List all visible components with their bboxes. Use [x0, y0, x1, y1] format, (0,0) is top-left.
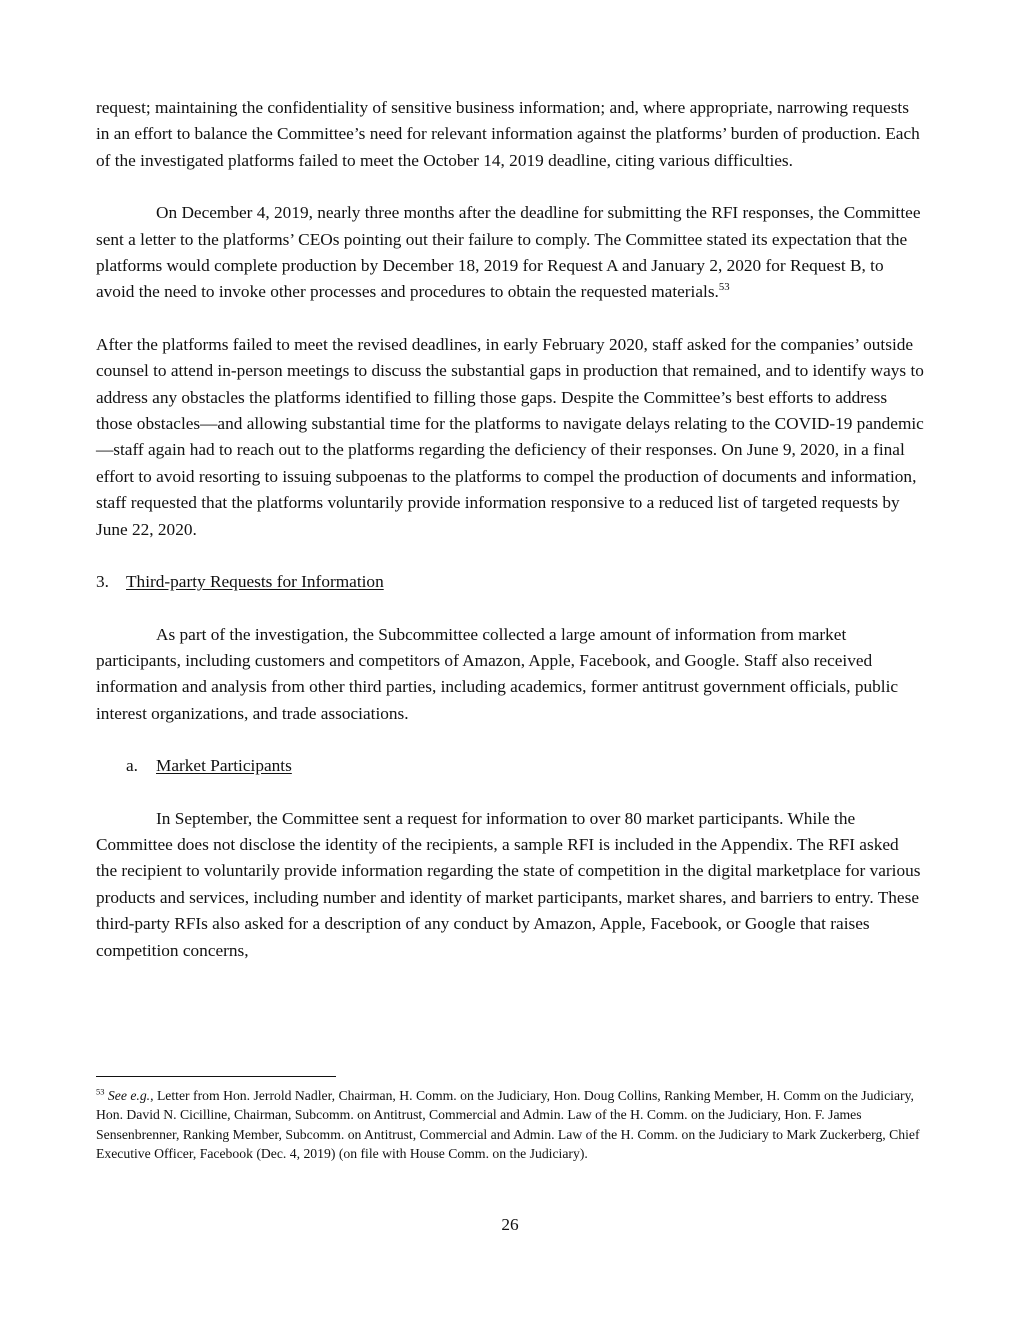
section-heading-3: [96, 569, 924, 595]
footnote-text: , Letter from Hon. Jerrold Nadler, Chairman, H. Comm. on the Judiciary, Hon. Doug Collins, Ranking Member, H. Comm on the Judiciary, Hon. David N. Cicilline, Chairman, Subcomm. on Antitrust, Commercial and Admin. Law of the H. Comm. on the Judiciary, Hon. F. James Sensenbrenner, Ranking Member, Subcomm. on Antitrust, Commercial and Admin. Law of the H. Comm. on the Judiciary to Mark Zuckerberg, Chief Executive Officer, Facebook (Dec. 4, 2019) (on file with House Comm. on the Judiciary).: [96, 1088, 920, 1162]
paragraph-text: request; maintaining the confidentiality of sensitive business information; and, where appropriate, narrowing requests in an effort to balance the Committee’s need for relevant information against the platforms’ burden of production. Each of the investigated platforms failed to meet the October 14, 2019 deadline, citing various difficulties.: [96, 98, 920, 170]
subsection-number: a.: [126, 756, 138, 776]
section-title: Third-party Requests for Information: [126, 572, 384, 592]
paragraph-market-participants: [96, 806, 924, 964]
section-number: 3.: [96, 572, 109, 592]
paragraph-revised-deadlines: [96, 332, 924, 543]
paragraph-investigation: [96, 622, 924, 728]
footnote-number: 53: [96, 1086, 105, 1097]
paragraph-december-letter: [96, 200, 924, 306]
page-number: 26: [501, 1215, 519, 1234]
paragraph-text: On December 4, 2019, nearly three months after the deadline for submitting the RFI responses, the Committee sent a letter to the platforms’ CEOs pointing out their failure to comply. The Committee stated its expectation that the platforms would complete production by December 18, 2019 for Request A and January 2, 2020 for Request B, to avoid the need to invoke other processes and procedures to obtain the requested materials.: [96, 203, 921, 302]
paragraph-text: After the platforms failed to meet the revised deadlines, in early February 2020, staff asked for the companies’ outside counsel to attend in-person meetings to discuss the substantial gaps in production that remained, and to identify ways to address any obstacles the platforms identified to filling those gaps. Despite the Committee’s best efforts to address those obstacles—and allowing substantial time for the platforms to navigate delays relating to the COVID-19 pandemic—staff again had to reach out to the platforms regarding the deficiency of their responses. On June 9, 2020, in a final effort to avoid resorting to issuing subpoenas to the platforms to compel the production of documents and information, staff requested that the platforms voluntarily provide information responsive to a reduced list of targeted requests by June 22, 2020.: [96, 334, 924, 539]
paragraph-confidentiality: [96, 95, 924, 174]
paragraph-text: In September, the Committee sent a request for information to over 80 market participants. While the Committee does not disclose the identity of the recipients, a sample RFI is included in the Appendix. The RFI asked the recipient to voluntarily provide information regarding the state of competition in the digital marketplace for various products and services, including number and identity of market participants, market shares, and barriers to entry. These third-party RFIs also asked for a description of any conduct by Amazon, Apple, Facebook, or Google that raises competition concerns,: [96, 808, 921, 960]
footnote-signal: See e.g.: [107, 1088, 151, 1103]
footnote-53: [96, 1086, 926, 1164]
subsection-title: Market Participants: [156, 756, 292, 776]
footnote-ref-53[interactable]: 53: [718, 281, 730, 294]
footnote-divider: [96, 1076, 336, 1077]
document-body: [96, 95, 924, 964]
paragraph-text: As part of the investigation, the Subcommittee collected a large amount of information from market participants, including customers and competitors of Amazon, Apple, Facebook, and Google. Staff also received information and analysis from other third parties, including academics, former antitrust government officials, public interest organizations, and trade associations.: [96, 624, 899, 723]
subsection-heading-a: [96, 753, 924, 779]
